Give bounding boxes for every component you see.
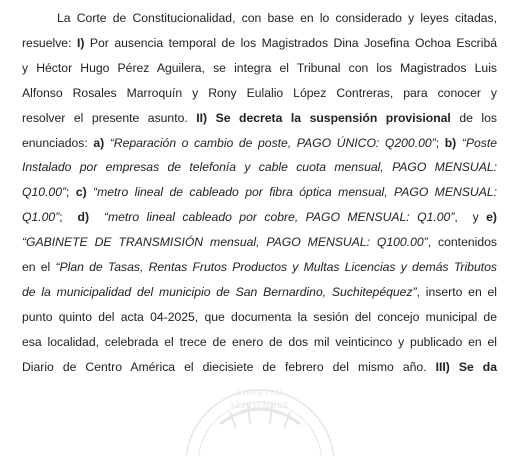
seal-watermark: [160, 384, 360, 456]
text-segment: e): [486, 210, 497, 225]
text-segment: de la municipalidad del municipio de San Bernardino, Suchitepéquez”: [22, 284, 417, 299]
text-segment: II) Se decreta la suspensión provisional: [196, 110, 451, 125]
text-line: [22, 330, 497, 355]
text-segment: punto quinto del acta 04-2025, que documenta la sesión del concejo municipal de: [22, 309, 497, 324]
text-line: [22, 205, 497, 230]
text-line: [22, 180, 497, 205]
text-segment: a): [93, 135, 105, 150]
text-segment: “Plan de Tasas, Rentas Frutos Productos y Multas Licencias y demás Tributos: [55, 260, 497, 275]
watermark-text-top: LIBERTAD: [236, 388, 284, 397]
text-line: [22, 106, 497, 131]
text-segment: “metro lineal de cableado por fibra óptica mensual, PAGO MENSUAL:: [86, 185, 497, 200]
text-segment: Por ausencia temporal de los Magistrados Dina Josefina Ochoa Escribá: [84, 35, 497, 50]
text-segment: resolver el presente asunto.: [22, 110, 197, 125]
text-segment: Alfonso Rosales Marroquín y Rony Eulalio López Contreras, para conocer y: [22, 85, 497, 100]
text-segment: Q10.00”: [22, 185, 67, 200]
text-line: [22, 56, 497, 81]
text-line: [22, 81, 497, 106]
text-line: [22, 305, 497, 330]
text-segment: d): [77, 210, 90, 225]
text-segment: ;: [435, 135, 445, 150]
text-segment: ;: [66, 185, 76, 200]
text-segment: III) Se da: [435, 359, 498, 374]
text-segment: ;: [59, 210, 78, 225]
text-segment: “GABINETE DE TRANSMISIÓN mensual, PAGO MENSUAL: Q100.00”: [22, 235, 428, 250]
text-line: [22, 131, 497, 156]
text-segment: resuelve:: [22, 35, 77, 50]
text-segment: c): [75, 185, 87, 200]
resolution-paragraph: [22, 6, 497, 380]
text-line: [22, 6, 497, 31]
text-segment: en el: [22, 260, 56, 275]
text-segment: , y: [454, 210, 487, 225]
text-segment: esa localidad, celebrada el trece de enero de dos mil veinticinco y publicado en el: [22, 334, 497, 349]
text-segment: “Reparación o cambio de poste, PAGO ÚNICO: Q200.00”: [104, 135, 436, 150]
text-segment: enunciados:: [22, 135, 94, 150]
text-segment: “metro lineal cableado por cobre, PAGO MENSUAL: Q1.00”: [89, 210, 455, 225]
watermark-text-bottom: SEPTIEMBRE: [230, 401, 290, 410]
text-segment: La Corte de Constitucionalidad, con base en lo considerado y leyes citadas,: [57, 11, 497, 25]
text-line: [22, 280, 497, 305]
text-segment: “Poste: [456, 135, 497, 150]
text-line: [22, 230, 497, 255]
text-line: [22, 31, 497, 56]
text-segment: b): [444, 135, 457, 150]
text-segment: Q1.00”: [22, 210, 60, 225]
text-segment: I): [76, 35, 85, 50]
text-segment: Diario de Centro América el diecisiete de febrero del mismo año.: [22, 359, 436, 374]
text-segment: , inserto en el: [416, 284, 497, 299]
text-segment: Instalado por empresas de telefonía y cable cuota mensual, PAGO MENSUAL:: [22, 160, 497, 175]
text-line: [22, 355, 497, 380]
text-segment: , contenidos: [427, 235, 497, 250]
text-line: [22, 155, 497, 180]
text-segment: de los: [450, 110, 497, 125]
text-line: [22, 255, 497, 280]
text-segment: y Héctor Hugo Pérez Aguilera, se integra el Tribunal con los Magistrados Luis: [22, 60, 497, 75]
